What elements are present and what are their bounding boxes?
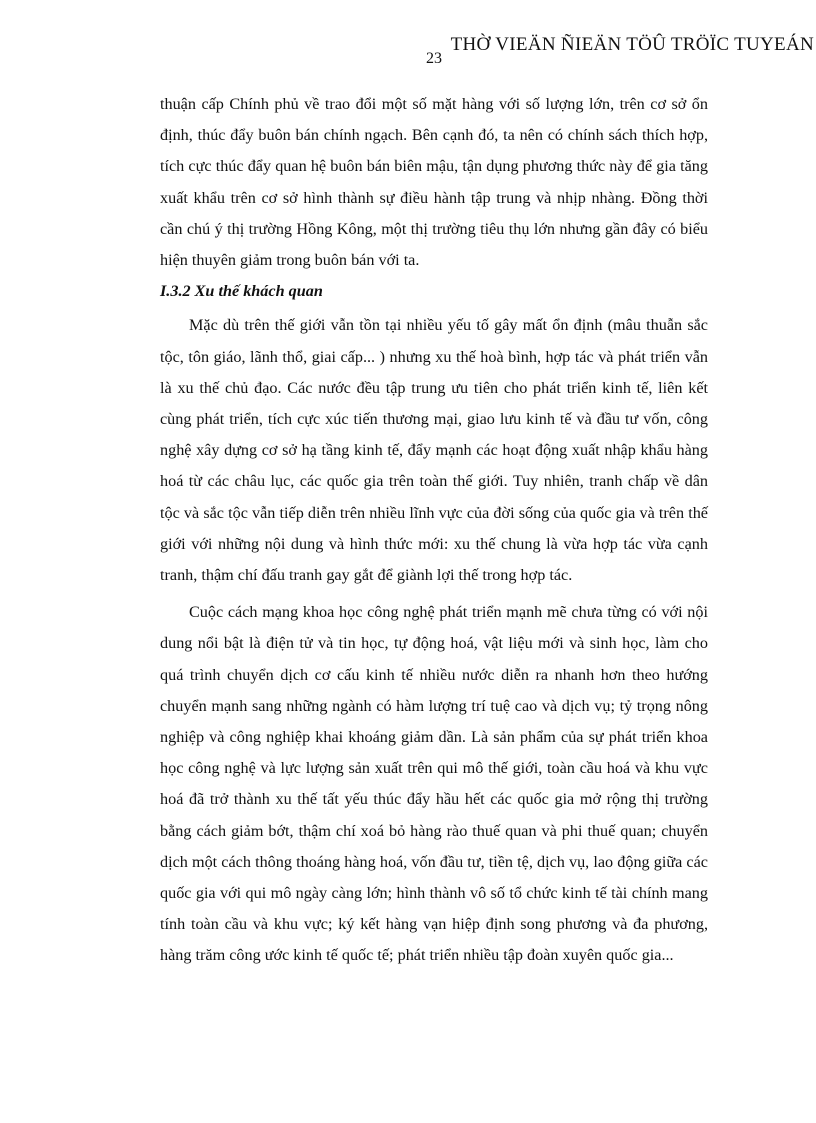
body-paragraph: Mặc dù trên thế giới vẫn tồn tại nhiều yếu tố gây mất ổn định (mâu thuẫn sắc tộc, tôn giáo, lãnh thổ, giai cấp... ) nhưng xu thế hoà bình, hợp tác và phát triển vẫn là xu thế chủ đạo. Các nước đều tập trung ưu tiên cho phát triển kinh tế, liên kết cùng phát triển, tích cực xúc tiến thương mại, giao lưu kinh tế và đầu tư vốn, công nghệ xây dựng cơ sở hạ tầng kinh tế, đẩy mạnh các hoạt động xuất nhập khẩu hàng hoá từ các châu lục, các quốc gia trên toàn thế giới. Tuy nhiên, tranh chấp về dân tộc và sắc tộc vẫn tiếp diễn trên nhiều lĩnh vực của đời sống của quốc gia và trên thế giới với những nội dung và hình thức mới: xu thế chung là vừa hợp tác vừa cạnh tranh, thậm chí đấu tranh gay gắt để giành lợi thế trong hợp tác. bbox=[160, 316, 708, 585]
document-body bbox=[160, 89, 708, 972]
intro-paragraph: thuận cấp Chính phủ về trao đổi một số mặt hàng với số lượng lớn, trên cơ sở ổn định, thúc đẩy buôn bán chính ngạch. Bên cạnh đó, ta nên có chính sách thích hợp, tích cực thúc đẩy quan hệ buôn bán biên mậu, tận dụng phương thức này để gia tăng xuất khẩu trên cơ sở hình thành sự điều hành tập trung và nhịp nhàng. Đồng thời cần chú ý thị trường Hồng Kông, một thị trường tiêu thụ lớn nhưng gần đây có biểu hiện thuyên giảm trong buôn bán với ta. bbox=[160, 95, 708, 270]
library-watermark: THỜ VIEÄN ÑIEÄN TÖÛ TRÖÏC TUYEÁN bbox=[450, 34, 814, 55]
section-heading: I.3.2 Xu thế khách quan bbox=[160, 282, 323, 301]
body-paragraph: Cuộc cách mạng khoa học công nghệ phát triển mạnh mẽ chưa từng có với nội dung nổi bật là điện tử và tin học, tự động hoá, vật liệu mới và sinh học, làm cho quá trình chuyển dịch cơ cấu kinh tế nhiều nước diễn ra nhanh hơn theo hướng chuyển mạnh sang những ngành có hàm lượng trí tuệ cao và dịch vụ; tỷ trọng nông nghiệp và công nghiệp khai khoáng giảm dần. Là sản phẩm của sự phát triển khoa học công nghệ và lực lượng sản xuất trên qui mô thế giới, toàn cầu hoá và khu vực hoá đã trở thành xu thế tất yếu thúc đẩy hầu hết các quốc gia mở rộng thị trường bằng cách giảm bớt, thậm chí xoá bỏ hàng rào thuế quan và phi thuế quan; chuyển dịch một cách thông thoáng hàng hoá, vốn đầu tư, tiền tệ, dịch vụ, lao động giữa các quốc gia với qui mô ngày càng lớn; hình thành vô số tổ chức kinh tế tài chính mang tính toàn cầu và khu vực; ký kết hàng vạn hiệp định song phương và đa phương, hàng trăm công ước kinh tế quốc tế; phát triển nhiều tập đoàn xuyên quốc gia... bbox=[160, 603, 708, 965]
page-number: 23 bbox=[426, 50, 442, 67]
